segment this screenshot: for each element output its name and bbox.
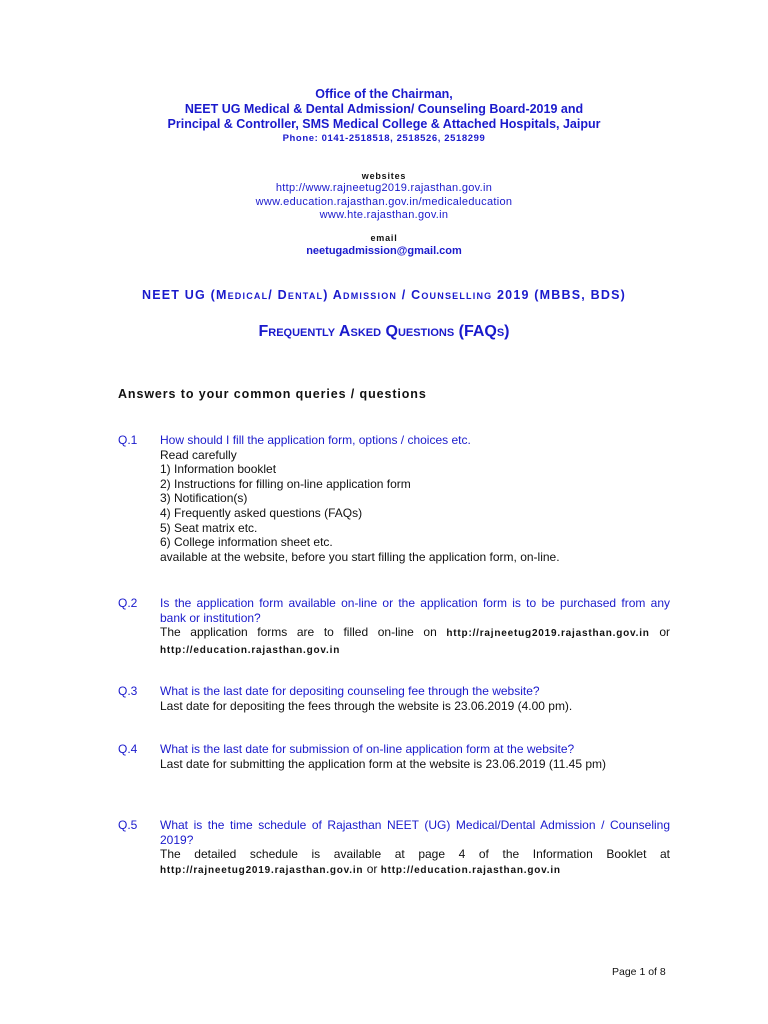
website-link-2[interactable]: www.education.rajasthan.gov.in/medicaleducation (255, 196, 513, 208)
faq-number: Q.5 (118, 818, 138, 832)
faq-item (160, 684, 670, 713)
faq-answer-text: The detailed schedule is available at page 4 of the Information Booklet at (160, 847, 670, 862)
faq-answer: Last date for depositing the fees through the website is 23.06.2019 (4.00 pm). (160, 698, 573, 713)
intro-heading: Answers to your common queries / questions (118, 387, 427, 401)
websites-label: websites (361, 171, 407, 181)
answer-url-link[interactable]: http://education.rajasthan.gov.in (380, 864, 561, 876)
faq-answer: Last date for submitting the application form at the website is 23.06.2019 (11.45 pm) (160, 756, 607, 771)
email-address[interactable]: neetugadmission@gmail.com (306, 245, 462, 257)
faq-answer-line: 6) College information sheet etc. (160, 535, 333, 550)
faq-question: How should I fill the application form, options / choices etc. (160, 433, 471, 447)
faq-question: What is the time schedule of Rajasthan NEET (UG) Medical/Dental Admission / Counseling 2019? (160, 818, 670, 847)
office-title: Office of the Chairman, (315, 87, 453, 101)
faq-answer-line: available at the website, before you start filling the application form, on-line. (160, 549, 560, 564)
faq-answer-text: The application forms are to filled on-line on (160, 625, 437, 640)
page-number: Page 1 of 8 (612, 966, 666, 978)
faq-number: Q.3 (118, 684, 138, 698)
faq-answer-line: 3) Notification(s) (160, 491, 248, 506)
answer-url-link[interactable]: http://education.rajasthan.gov.in (160, 644, 341, 656)
principal-title: Principal & Controller, SMS Medical College & Attached Hospitals, Jaipur (167, 117, 601, 131)
faq-item (160, 596, 670, 658)
faq-number: Q.1 (118, 433, 138, 447)
faq-answer-line: Read carefully (160, 447, 237, 462)
faq-item (160, 433, 670, 564)
faq-answer-or: or (366, 861, 378, 876)
website-link-3[interactable]: www.hte.rajasthan.gov.in (319, 209, 449, 221)
faq-question: What is the last date for submission of on-line application form at the website? (160, 742, 575, 756)
faq-answer-line: 4) Frequently asked questions (FAQs) (160, 505, 363, 520)
faq-item (160, 742, 670, 771)
board-title: NEET UG Medical & Dental Admission/ Counseling Board-2019 and (184, 102, 584, 116)
faq-number: Q.4 (118, 742, 138, 756)
phone-numbers: Phone: 0141-2518518, 2518526, 2518299 (282, 133, 486, 144)
faq-answer-line: 5) Seat matrix etc. (160, 520, 258, 535)
answer-url-link[interactable]: http://rajneetug2019.rajasthan.gov.in (160, 864, 364, 876)
faq-answer (160, 847, 670, 878)
email-label: email (370, 233, 398, 243)
document-title: NEET UG (Medical/ Dental) Admission / Counselling 2019 (MBBS, BDS) (142, 288, 626, 302)
faq-heading: Frequently Asked Questions (FAQs) (258, 323, 510, 340)
faq-question: What is the last date for depositing counseling fee through the website? (160, 684, 540, 698)
faq-answer-line: 2) Instructions for filling on-line application form (160, 476, 411, 491)
faq-answer-line: 1) Information booklet (160, 462, 277, 477)
faq-answer (160, 625, 670, 658)
faq-question: Is the application form available on-line or the application form is to be purchased from any bank or institution? (160, 596, 670, 625)
website-link-1[interactable]: http://www.rajneetug2019.rajasthan.gov.in (275, 182, 493, 194)
faq-answer-or: or (659, 625, 671, 640)
faq-number: Q.2 (118, 596, 138, 610)
faq-item (160, 818, 670, 878)
answer-url-link[interactable]: http://rajneetug2019.rajasthan.gov.in (446, 628, 650, 640)
